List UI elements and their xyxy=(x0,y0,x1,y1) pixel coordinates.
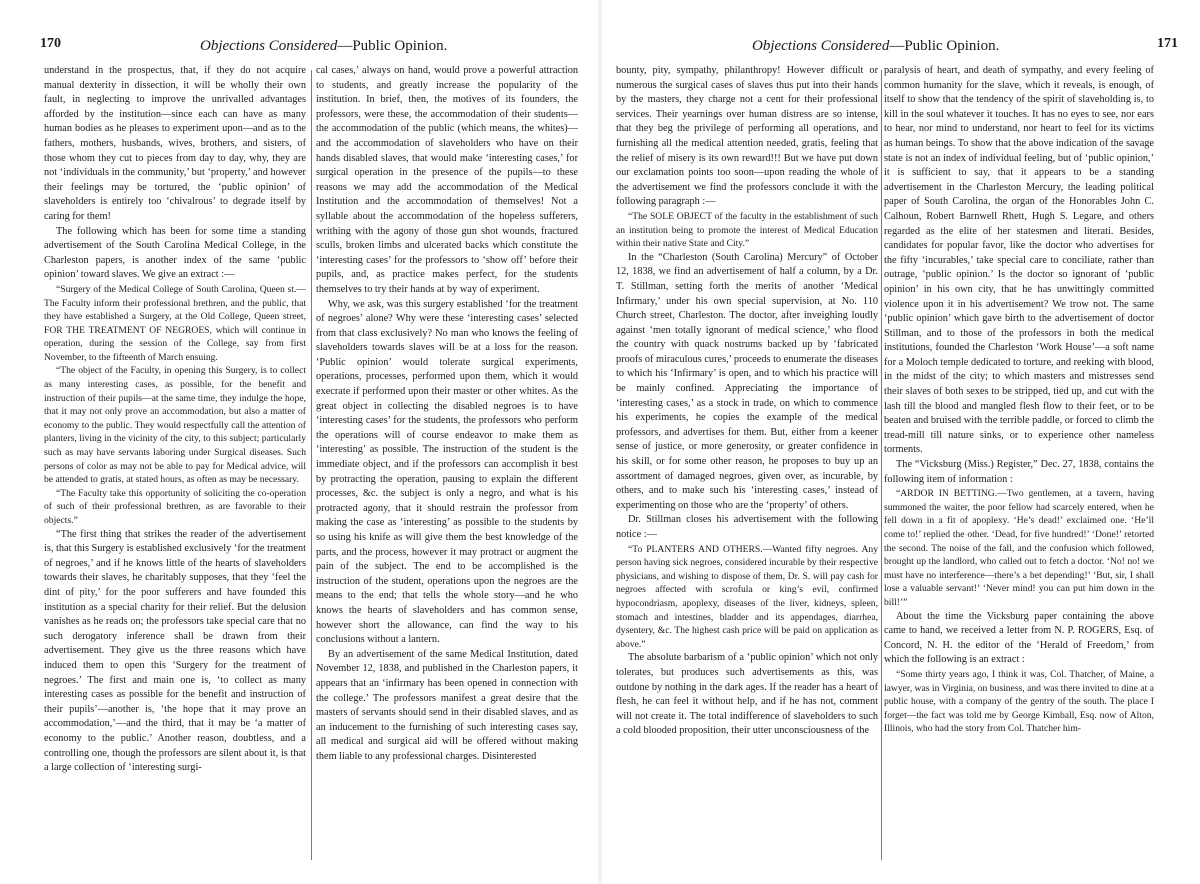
paragraph: About the time the Vicksburg paper containing the above came to hand, we received a letter from N. P. ROGERS, Esq. of Concord, N. H. the editor of the ‘Herald of Freedom,’ from which the following is an extract : xyxy=(884,610,1154,666)
paragraph: paralysis of heart, and death of sympathy, and every feeling of common humanity for the slave, which it reveals, is enough, of itself to show that the tendency of the spirit of slaveholding is, to kill in the soul whatever it touches. It has no eyes to see, nor ears to hear, nor mind to understand, nor heart to feel for its victims as human beings. To show that the above indication of the savage state is not an index of individual feeling, but of ‘public opinion,’ it is sufficient to say, that it appears to be a standing advertisement in the Charleston Mercury, the leading political paper of South Carolina, the organ of the Honorables John C. Calhoun, Robert Barnwell Rhett, Hugh S. Legare, and others regarded as the elite of her statesmen and literati. Besides, candidates for popular favor, like the doctor who advertises for the fifty ‘incurables,’ take special care to conciliate, rather than outrage, ‘public opinion.’ Is the doctor so ignorant of ‘public opinion’ in his own city, that he has unwittingly committed violence upon it in his advertisement? We trow not. The same ‘public opinion’ which gave birth to the advertisement of doctor Stillman, and to those of the professors in both the medical institutions, founded the Charleston ‘Work House’—a soft name for a Moloch temple dedicated to torture, and reeking with blood, in the midst of the city; to which masters and mistresses send their slaves of both sexes to be stripped, tied up, and cut with the lash till the blood and mangled flesh flow to their feet, or to be beaten and bruised with the terrible paddle, or forced to climb the tread-mill till nature sinks, or to experience other nameless torments. xyxy=(884,65,1154,456)
quoted-advertisement: “The SOLE OBJECT of the faculty in the establishment of such an institution being to promote the interest of Medical Education within their native State and City.” xyxy=(616,210,878,250)
paragraph: Dr. Stillman closes his advertisement with the following notice :— xyxy=(616,514,878,540)
paragraph: understand in the prospectus, that, if they do not acquire manual dexterity in dissection, it will be wholly their own fault, in neglecting to improve the unrivalled advantages afforded by the institution—since each can have as many human bodies as he pleases to experiment upon—and as to the fathers, mothers, husbands, wives, brothers, and sisters, of those whom they cut to pieces from day to day, why, they are not ‘individuals in the community,’ but ‘property,’ and however their feelings may be tortured, the ‘public opinion’ of slaveholders is entirely too ‘chivalrous’ to degrade itself by caring for them! xyxy=(44,65,306,222)
paragraph: The “Vicksburg (Miss.) Register,” Dec. 27, 1838, contains the following item of information : xyxy=(884,459,1154,485)
paragraph: The absolute barbarism of a ‘public opinion’ which not only tolerates, but produces such advertisements as this, was outdone by nothing in the dark ages. If the reader has a heart of flesh, he can feel it without help, and if he has not, comment will not create it. The total indifference of slaveholders to such a cold blooded proposition, their utter unconsciousness of the xyxy=(616,652,878,737)
running-head-plain: —Public Opinion. xyxy=(337,38,448,54)
paragraph: cal cases,’ always on hand, would prove a powerful attraction to students, and greatly increase the popularity of the institution. In brief, then, the motives of its founders, the professors, were these, the accommodation of their students—the accommodation of the public (which means, the whites)—and the accommodation of slaveholders who have on their hands disabled slaves, that would make ‘interesting cases,’ for surgical operation in the presence of the pupils—to these reasons we may add the accommodation of the Medical Institution and the accommodation of themselves! Not a syllable about the accommodation of the hopeless sufferers, writhing with the agony of those gun shot wounds, fractured sculls, broken limbs and ulcerated backs which constitute the ‘interesting cases’ for the professors to ‘show off’ before their pupils, and, as practice makes perfect, for the students themselves to try their hands at by way of experiment. xyxy=(316,65,578,295)
running-head-plain: —Public Opinion. xyxy=(889,38,1000,54)
running-head xyxy=(200,38,447,55)
column-rule xyxy=(311,70,312,860)
column-rule xyxy=(881,70,882,860)
left-column-1 xyxy=(44,64,306,872)
right-page-header xyxy=(752,36,1178,58)
paragraph: Why, we ask, was this surgery established ‘for the treatment of negroes’ alone? Why were these ‘interesting cases’ selected from that class exclusively? No man who knows the feeling of slaveholders towards slaves will be at a loss for the reason. ‘Public opinion’ would tolerate surgical experiments, operations, processes, performed upon them, which it would execrate if performed upon their master or other whites. As the great object in collecting the disabled negroes is to have ‘interesting cases’ for the students, the professors who perform the operations will of course endeavor to make them as ‘interesting’ as possible. The instruction of the student is the immediate object, and if the professors can accomplish it best by protracting the operation, pausing to explain the different processes, &c. the subject is only a negro, and what is his protracted agony, that it should restrain the professor from making the case as ‘interesting’ as possible to the students by so using his knife as will give them the best knowledge of the parts, and the process, however it may protract or augment the pain of the subject. The end to be accomplished is the instruction of the student, operations upon the negroes are the means to the end; that tells the whole story—and he who knows the hearts of slaveholders and has common sense, however short the allowance, can find the way to his conclusions without a lantern. xyxy=(316,298,578,646)
left-page-header xyxy=(40,36,558,58)
left-column-2 xyxy=(316,64,578,872)
paragraph: The following which has been for some time a standing advertisement of the South Carolina Medical College, in the Charleston papers, is another index of the same ‘public opinion’ toward slaves. We give an extract :— xyxy=(44,225,306,281)
right-column-2 xyxy=(884,64,1154,872)
quoted-letter: “Some thirty years ago, I think it was, Col. Thatcher, of Maine, a lawyer, was in Virginia, on business, and was there invited to dine at a public house, with a company of the gentry of the south. The place I forget—the fact was told me by George Kimball, Esq. now of Alton, Illinois, who had the story from Col. Thatcher him- xyxy=(884,668,1154,735)
quoted-advertisement: “The Faculty take this opportunity of soliciting the co-operation of such of their professional brethren, as are favorable to their objects.” xyxy=(44,487,306,526)
quoted-anecdote: “ARDOR IN BETTING.—Two gentlemen, at a tavern, having summoned the waiter, the poor fellow had scarcely entered, when he fell down in a fit of apoplexy. ‘He’s dead!’ exclaimed one. ‘He’ll come to!’ replied the other. ‘Dead, for five hundred!’ ‘Done!’ retorted the second. The noise of the fall, and the confusion which followed, brought up the landlord, who called out to fetch a doctor. ‘No! no! we must have no interference—there’s a bet depending!’ ‘But, sir, I shall lose a valuable servant!’ ‘Never mind! you can put him down in the bill!’” xyxy=(884,488,1154,608)
page-number: 170 xyxy=(40,36,61,51)
paragraph: bounty, pity, sympathy, philanthropy! However difficult or numerous the surgical cases of slaves thus put into their hands by the masters, they charge not a cent for their professional services. Their yearnings over human distress are so intense, that they beg the privilege of performing all operations, and furnishing all the medical attention needed, gratis, feeling that the relief of misery is its own reward!!! But we have put down our exclamation points too soon—upon reading the whole of the advertisement we find the professors conclude it with the following paragraph :— xyxy=(616,65,878,208)
paragraph: “The first thing that strikes the reader of the advertisement is, that this Surgery is established exclusively ‘for the treatment of negroes,’ and if he knows little of the hearts of slaveholders towards their slaves, he charitably supposes, that they ‘feel the dint of pity,’ for the poor sufferers and have founded this institution as a special charity for their relief. But the delusion vanishes as he reads on; the professors take special care that no such derogatory inference shall be drawn from their advertisement. They give us the three reasons which have induced them to open this ‘Surgery for the treatment of negroes.’ The first and main one is, ‘to collect as many interesting cases as possible for the benefit and instruction of their pupils’—another is, ‘the hope that it may prove an accommodation,’—and the third, that it may be ‘a matter of economy to the public.’ Another reason, doubtless, and a controlling one, though the professors are silent about it, is that a large collection of ‘interesting surgi- xyxy=(44,528,306,774)
left-page xyxy=(0,0,598,884)
running-head-italic: Objections Considered xyxy=(200,38,338,54)
quoted-advertisement: “Surgery of the Medical College of South Carolina, Queen st.—The Faculty inform their professional brethren, and the public, that they have established a Surgery, at the Old College, Queen street, FOR THE TREATMENT OF NEGROES, which will continue in operation, during the session of the College, say from first November, to the fifteenth of March ensuing. xyxy=(44,283,306,363)
paragraph: In the “Charleston (South Carolina) Mercury” of October 12, 1838, we find an advertisement of half a column, by a Dr. T. Stillman, setting forth the merits of another ‘Medical Infirmary,’ under his own special supervision, at No. 110 Church street, Charleston. The doctor, after inveighing loudly against ‘men totally ignorant of medical science,’ who flood the country with quack nostrums backed up by ‘fabricated proofs of miraculous cures,’ proceeds to enumerate the diseases to which his ‘Infirmary’ is open, and to which his practice will be mainly confined. Appreciating the importance of ‘interesting cases,’ as a stock in trade, on which to commence his experiments, he copies the example of the medical professors, and advertises for them. But, either from a keener sense of justice, or more generosity, or greater confidence in his skill, or for some other reason, he proposes to buy up an assortment of damaged negroes, given over, as incurable, by others, and to make such his ‘interesting cases,’ instead of experimenting on those who are the ‘property’ of others. xyxy=(616,251,878,511)
paragraph: By an advertisement of the same Medical Institution, dated November 12, 1838, and published in the Charleston papers, it appears that an ‘infirmary has been opened in connection with the college.’ The professors manifest a great desire that the masters of servants should send in their disabled slaves, and as an inducement to the furnishing of such interesting cases say, all medical and surgical aid will be offered without making them liable to any professional charges. Disinterested xyxy=(316,648,578,762)
page-number: 171 xyxy=(1157,36,1178,51)
right-column-1 xyxy=(616,64,878,872)
running-head-italic: Objections Considered xyxy=(752,38,890,54)
quoted-advertisement: “To PLANTERS AND OTHERS.—Wanted fifty negroes. Any person having sick negroes, considered incurable by their respective physicians, and wishing to dispose of them, Dr. S. will pay cash for negroes affected with scrofula or king’s evil, confirmed hypocondriasm, apoplexy, diseases of the liver, kidneys, spleen, stomach and intestines, bladder and its appendages, diarrhea, dysentery, &c. The highest cash price will be paid on application as above.” xyxy=(616,543,878,650)
right-page xyxy=(602,0,1200,884)
quoted-advertisement: “The object of the Faculty, in opening this Surgery, is to collect as many interesting cases, as possible, for the benefit and instruction of their pupils—at the same time, they indulge the hope, that it may not only prove an accommodation, but also a matter of economy to the public. They would respectfully call the attention of planters, living in the vicinity of the city, to this subject; particularly such as may have servants laboring under Surgical diseases. Such persons of color as may not be able to pay for Medical advice, will be attended to gratis, at stated hours, as often as may be necessary. xyxy=(44,365,306,486)
running-head xyxy=(752,38,999,55)
